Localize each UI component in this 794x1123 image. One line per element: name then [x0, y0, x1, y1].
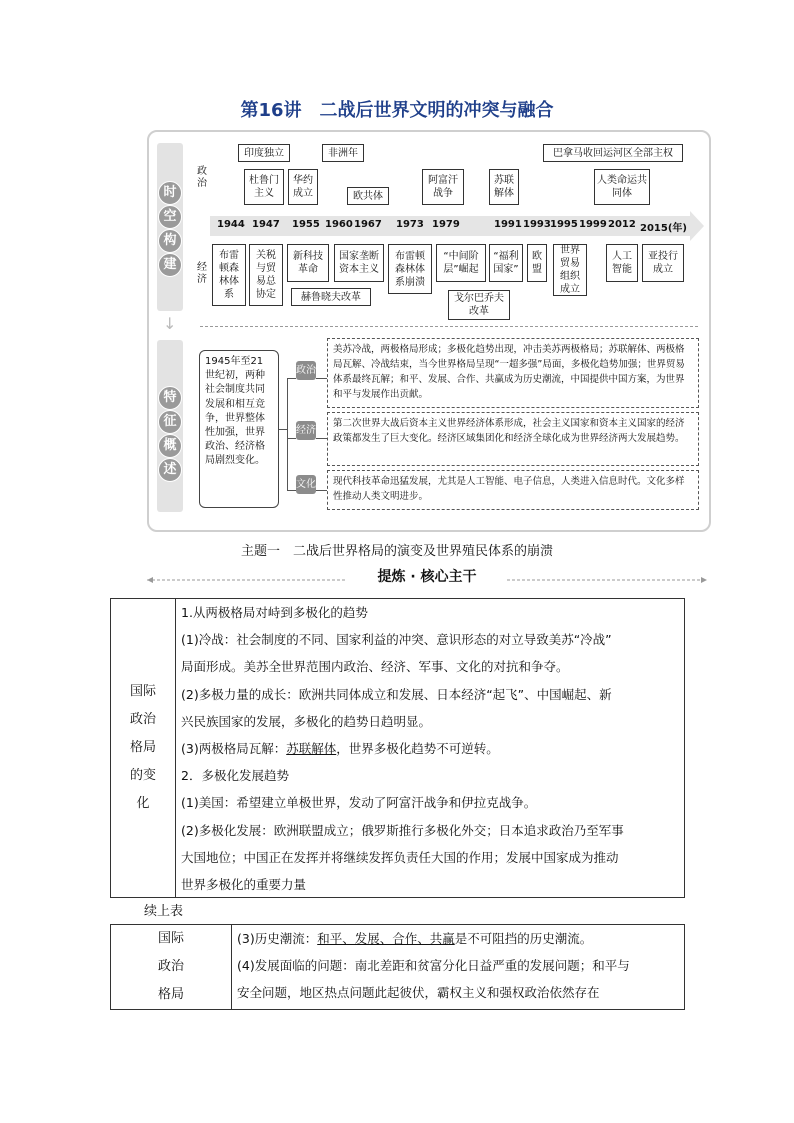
- text-fragment: (3)历史潮流：: [237, 931, 318, 946]
- left-cell-line: 政治: [157, 959, 184, 974]
- event-tech: 新科技革命: [287, 244, 329, 282]
- year-label: 1960: [325, 219, 353, 230]
- text-line: [181, 735, 678, 762]
- event-middle-class: “中间阶层”崛起: [436, 244, 486, 282]
- left-cell-line: 格局: [129, 740, 156, 755]
- text-line: 局面形成。美苏全世界范围内政治、经济、军事、文化的对抗和争夺。: [181, 659, 569, 675]
- text-line: [237, 925, 678, 952]
- continued-label: 续上表: [144, 904, 184, 919]
- left-cell-line: 化: [136, 796, 150, 811]
- left-cell-line: 政治: [129, 712, 156, 727]
- left-cell-line: 国际: [157, 931, 184, 946]
- year-label: 1973: [396, 219, 424, 230]
- connector: [316, 438, 327, 439]
- event-bretton-collapse: 布雷顿森林体系崩溃: [388, 244, 432, 294]
- politics-description: 美苏冷战，两极格局形成；多极化趋势出现，冲击美苏两极格局；苏联解体、两极格局瓦解、冷战结束，当今世界格局呈现“一超多强”局面，多极化趋势加强；世界贸易体系最终瓦解；和平、发展、合作、共赢成为历史潮流，中国提供中国方案，为世界和平与发展作出贡献。: [327, 338, 699, 408]
- connector: [287, 438, 296, 439]
- strip-char: 述: [158, 458, 182, 482]
- economy-description: 第二次世界大战后资本主义世界经济体系形成，社会主义国家和资本主义国家的经济政策都发生了巨大变化。经济区域集团化和经济全球化成为世界经济两大发展趋势。: [327, 412, 699, 466]
- year-label: 1993: [523, 219, 551, 230]
- text-line: 1.从两极格局对峙到多极化的趋势: [181, 605, 368, 620]
- text-line: (4)发展面临的问题：南北差距和贫富分化日益严重的发展问题；和平与: [237, 958, 630, 974]
- connector: [287, 378, 288, 490]
- text-line: 大国地位；中国正在发挥并将继续发挥负责任大国的作用；发展中国家成为推动: [181, 849, 619, 865]
- year-label: 2012: [608, 219, 636, 230]
- economy-tag: 经济: [197, 262, 207, 285]
- event-india: 印度独立: [238, 144, 290, 162]
- year-label: 1979: [432, 219, 460, 230]
- content-table-2: [110, 924, 685, 1010]
- left-cell-line: 国际: [129, 684, 156, 699]
- text-line: 安全问题，地区热点问题此起彼伏，霸权主义和强权政治依然存在: [237, 985, 600, 1001]
- banner-text: 提炼 · 核心主干: [377, 569, 477, 585]
- event-eu: 欧盟: [527, 244, 547, 282]
- year-label: 1967: [354, 219, 382, 230]
- text-fragment: 是不可阻挡的历史潮流。: [454, 931, 593, 946]
- year-label: 1944: [217, 219, 245, 230]
- event-ussr: 苏联解体: [489, 169, 519, 205]
- text-fragment: ，世界多极化趋势不可逆转。: [336, 741, 499, 757]
- feature-strip: [157, 340, 183, 512]
- event-aiib: 亚投行成立: [642, 244, 684, 282]
- timeline-arrow-icon: [690, 211, 704, 241]
- event-wto: 世界贸易组织成立: [553, 244, 587, 296]
- text-line: 兴民族国家的发展，多极化的趋势日趋明显。: [181, 713, 432, 729]
- table-right-cell: [231, 925, 684, 1009]
- strip-char: 空: [158, 205, 182, 229]
- time-space-strip: [157, 143, 183, 311]
- culture-description: 现代科技革命迅猛发展，尤其是人工智能、电子信息，人类进入信息时代。文化多样性推动人类文明进步。: [327, 470, 699, 510]
- event-truman: 杜鲁门主义: [244, 169, 284, 205]
- event-bretton: 布雷顿森林体系: [212, 244, 246, 306]
- label-politics: 政治: [296, 361, 316, 380]
- left-cell-line: 的变: [129, 768, 156, 783]
- strip-char: 概: [158, 434, 182, 458]
- table-right-cell: [175, 599, 684, 897]
- table-left-cell: [111, 925, 232, 1009]
- strip-char: 建: [158, 253, 182, 277]
- text-line: (2)多极化发展：欧洲联盟成立；俄罗斯推行多极化外交；日本追求政治乃至军事: [181, 822, 624, 838]
- year-label: 1955: [292, 219, 320, 230]
- event-khrushchev: 赫鲁晓夫改革: [291, 288, 371, 306]
- text-fragment: (3)两极格局瓦解：: [181, 741, 287, 757]
- politics-tag: 政治: [197, 166, 207, 189]
- text-line: (2)多极力量的成长：欧洲共同体成立和发展、日本经济“起飞”、中国崛起、新: [181, 686, 612, 702]
- event-warsaw: 华约成立: [288, 169, 318, 205]
- strip-char: 特: [158, 386, 182, 410]
- banner: [147, 564, 707, 588]
- down-arrow-icon: ↓: [163, 314, 177, 333]
- event-ec: 欧共体: [347, 187, 389, 205]
- section-divider: [200, 326, 698, 327]
- strip-char: 时: [158, 181, 182, 205]
- connector: [287, 490, 296, 491]
- event-afghan: 阿富汗战争: [422, 169, 464, 205]
- event-gorbachev: 戈尔巴乔夫改革: [448, 290, 510, 320]
- year-label: 1995: [550, 219, 578, 230]
- table-left-cell: [111, 599, 176, 897]
- event-community: 人类命运共同体: [594, 169, 650, 205]
- label-culture: 文化: [296, 475, 316, 494]
- year-label: 2015(年): [640, 223, 687, 234]
- connector: [279, 429, 287, 430]
- connector: [316, 490, 327, 491]
- theme-title: 主题一 二战后世界格局的演变及世界殖民体系的崩溃: [240, 544, 553, 559]
- page-title: 第16讲 二战后世界文明的冲突与融合: [240, 100, 554, 121]
- year-label: 1947: [252, 219, 280, 230]
- event-africa-year: 非洲年: [322, 144, 364, 162]
- event-state-monopoly: 国家垄断资本主义: [334, 244, 384, 282]
- content-table-1: [110, 598, 685, 898]
- underlined-answer: 苏联解体: [286, 741, 337, 757]
- text-line: 2．多极化发展趋势: [181, 768, 289, 784]
- event-gatt: 关税与贸易总协定: [249, 244, 283, 306]
- event-panama: 巴拿马收回运河区全部主权: [543, 144, 683, 162]
- connector: [287, 378, 296, 379]
- underlined-answer: 和平、发展、合作、共赢: [317, 931, 455, 946]
- text-line: (1)美国：希望建立单极世界，发动了阿富汗战争和伊拉克战争。: [181, 795, 537, 811]
- year-label: 1999: [579, 219, 607, 230]
- label-economy: 经济: [296, 421, 316, 440]
- text-line: (1)冷战：社会制度的不同、国家利益的冲突、意识形态的对立导致美苏“冷战”: [181, 632, 612, 648]
- summary-box: 1945年至21世纪初，两种社会制度共同发展和相互竞争，世界整体性加强，世界政治、经济格局剧烈变化。: [199, 350, 279, 508]
- event-ai: 人工智能: [606, 244, 638, 282]
- event-welfare-state: “福利国家”: [489, 244, 523, 282]
- strip-char: 征: [158, 410, 182, 434]
- left-cell-line: 格局: [157, 987, 184, 1002]
- text-line: 世界多极化的重要力量: [181, 877, 307, 893]
- strip-char: 构: [158, 229, 182, 253]
- year-label: 1991: [494, 219, 522, 230]
- connector: [316, 378, 327, 379]
